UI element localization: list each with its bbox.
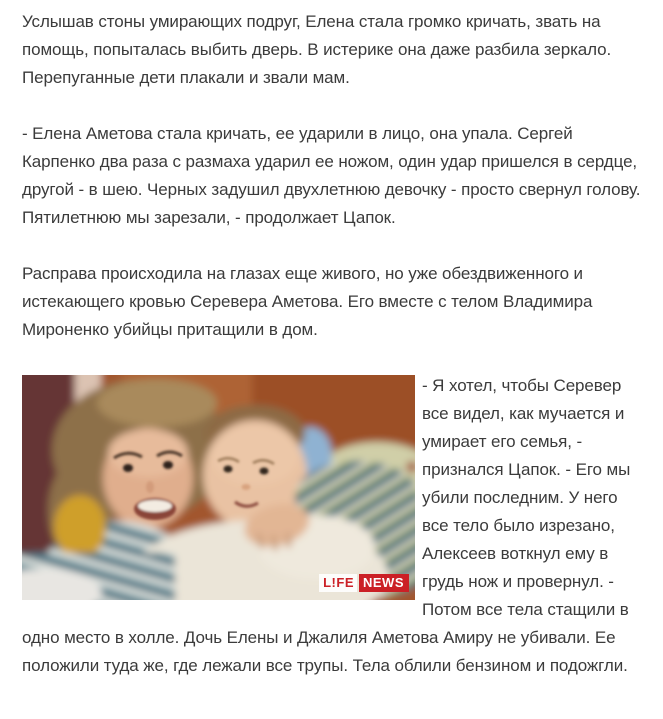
lifenews-logo-life: L!FE: [319, 574, 357, 592]
article-photo-children: [22, 375, 415, 600]
lifenews-watermark: [319, 574, 409, 592]
paragraph-2: - Елена Аметова стала кричать, ее ударили в лицо, она упала. Сергей Карпенко два раза с размаха ударил ее ножом, один удар пришелся в сердце, другой - в шею. Черных задушил двухлетнюю девочку - просто свернул голову. Пятилетнюю мы зарезали, - продолжает Цапок.: [22, 124, 641, 227]
paragraph-1: Услышав стоны умирающих подруг, Елена стала громко кричать, звать на помощь, попыталась выбить дверь. В истерике она даже разбила зеркало. Перепуганные дети плакали и звали мам.: [22, 12, 612, 87]
lifenews-logo-news: NEWS: [359, 574, 409, 592]
paragraph-3: Расправа происходила на глазах еще живого, но уже обездвиженного и истекающего кровью Серевера Аметова. Его вместе с телом Владимира Мироненко убийцы притащили в дом.: [22, 264, 593, 339]
children-photo-illustration: [22, 375, 415, 600]
paragraph-4-text: - Я хотел, чтобы Серевер все видел, как мучается и умирает его семья, - признался Цапок. - Его мы убили последним. У него все тело было изрезано, Алексеев воткнул ему в грудь нож и провернул. - Потом все тела стащили в одно место в холле. Дочь Елены и Джалиля Аметова Амиру не убивали. Ее положили туда же, где лежали все трупы. Тела облили бензином и подожгли.: [22, 376, 631, 675]
paragraph-4: [22, 372, 641, 680]
